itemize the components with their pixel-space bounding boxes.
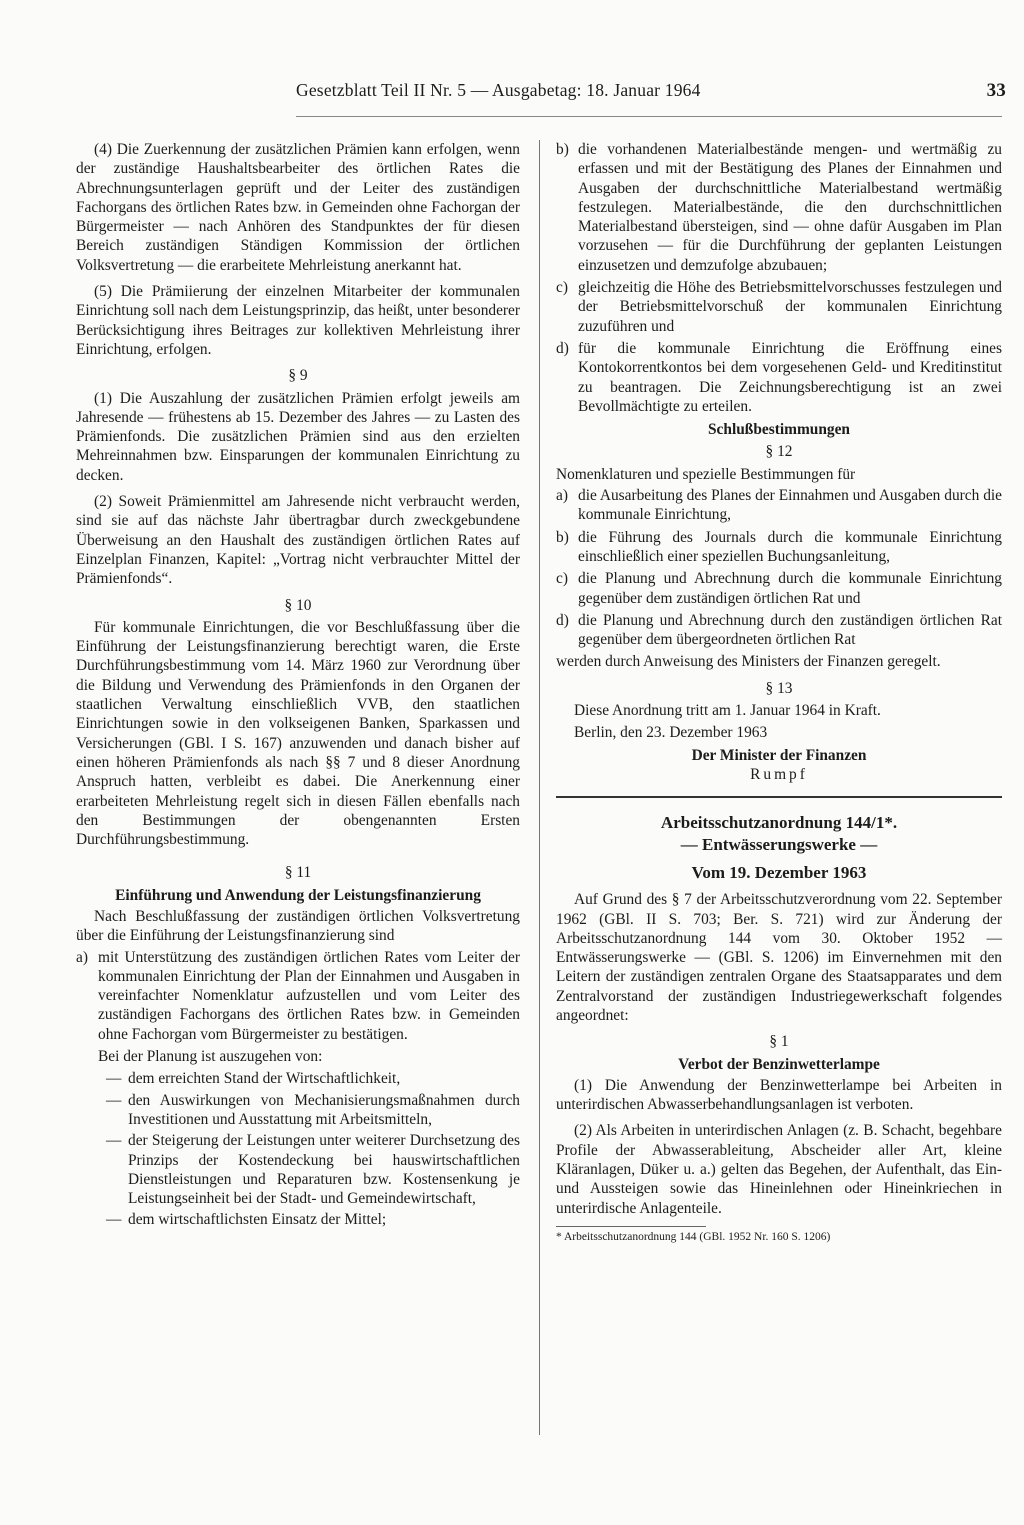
list-text: mit Unterstützung des zuständigen örtlichen Rates vom Leiter der kommunalen Einrichtung der Plan der Einnahmen und Ausgaben in vereinfachter Nomenklatur aufzustellen und vom Leiter des zuständigen Fachorgans des örtlichen Rates bzw. in Gemeinden ohne Fachorgan vom Bürgermeister zu bestätigen.	[98, 948, 520, 1043]
page-number: 33	[986, 80, 1006, 101]
list-item-c	[556, 569, 1002, 608]
section-11-intro: Nach Beschlußfassung der zuständigen örtlichen Volksvertretung über die Einführung der Leistungsfinanzierung sind	[76, 907, 520, 945]
section-12-outro: werden durch Anweisung des Ministers der Finanzen geregelt.	[556, 653, 941, 671]
list-text: die Planung und Abrechnung durch die kommunale Einrichtung gegenüber dem zuständigen örtlichen Rat und	[578, 570, 1002, 607]
dash-item	[76, 1131, 520, 1208]
section-9-heading: § 9	[288, 367, 308, 385]
header-rule	[296, 116, 1002, 117]
right-column	[556, 140, 1002, 1244]
section-12-intro: Nomenklaturen und spezielle Bestimmungen für	[556, 465, 856, 483]
list-item-a	[556, 486, 1002, 525]
section-11-title: Einführung und Anwendung der Leistungsfinanzierung	[115, 886, 481, 904]
dash-label: —	[106, 1091, 122, 1109]
list-item-b	[556, 528, 1002, 567]
left-column	[76, 140, 520, 1232]
place-date: Berlin, den 23. Dezember 1963	[574, 724, 768, 742]
list-text: für die kommunale Einrichtung die Eröffnung eines Kontokorrentkontos bei dem vorgesehenen Geld- und Kreditinstitut zu beantragen. Die Zeichnungsberechtigung ist an zwei Bevollmächtigte zu erteilen.	[578, 339, 1002, 415]
footnote: * Arbeitsschutzanordnung 144 (GBl. 1952 Nr. 160 S. 1206)	[556, 1230, 831, 1243]
ordinance-intro: Auf Grund des § 7 der Arbeitsschutzverordnung vom 22. September 1962 (GBl. II S. 703; Ber. S. 721) wird zur Änderung der Arbeitsschutzanordnung 144 vom 30. Oktober 1952 — Entwässerungswerke — (GBl. S. 1206) im Einvernehmen mit den Leitern der zuständigen zentralen Organe des Staatsapparates und dem Zentralvorstand der zuständigen Industriegewerkschaft folgendes angeordnet:	[556, 891, 1002, 1024]
ordinance-subtitle: — Entwässerungswerke —	[680, 835, 878, 855]
list-label: a)	[556, 487, 568, 505]
list-item-d	[556, 339, 1002, 416]
list-item-c	[556, 278, 1002, 336]
dash-item	[76, 1210, 520, 1229]
dash-label: —	[106, 1211, 122, 1229]
list-text: die Planung und Abrechnung durch den zuständigen örtlichen Rat gegenüber dem übergeordneten örtlichen Rat	[578, 611, 1002, 649]
paragraph-1-2: (2) Als Arbeiten in unterirdischen Anlagen (z. B. Schacht, begehbare Profile der Abwasserableitung, Abscheider aller Art, kleine Kläranlagen, Düker u. a.) gelten das Begehen, der Aufenthalt, das Ein- und Aussteigen sowie das Hineinlehnen oder Hineinkriechen in unterirdische Anlagenteile.	[556, 1122, 1002, 1217]
dash-label: —	[106, 1070, 122, 1088]
footnote-rule	[556, 1226, 706, 1227]
gazette-title: Gesetzblatt Teil II Nr. 5 — Ausgabetag: 18. Januar 1964	[296, 80, 701, 100]
list-text: die Ausarbeitung des Planes der Einnahmen und Ausgaben durch die kommunale Einrichtung,	[578, 487, 1002, 524]
list-label: c)	[556, 570, 568, 588]
list-label: b)	[556, 141, 569, 158]
page-header	[296, 80, 1006, 108]
section-separator	[556, 796, 1002, 798]
ordinance-date: Vom 19. Dezember 1963	[691, 863, 867, 883]
section-13-text: Diese Anordnung tritt am 1. Januar 1964 in Kraft.	[574, 702, 881, 720]
paragraph-9-1: (1) Die Auszahlung der zusätzlichen Prämien erfolgt jeweils am Jahresende — frühestens ab 15. Dezember des Jahres — zu Lasten des Prämienfonds. Die zusätzlichen Prämien sind aus den erzielten Mehreinnahmen bzw. Einsparungen der kommunalen Einrichtung zu decken.	[76, 389, 520, 484]
paragraph-10: Für kommunale Einrichtungen, die vor Beschlußfassung über die Einführung der Leistungsfinanzierung berechtigt waren, die Erste Durchführungsbestimmung vom 14. März 1960 zur Verordnung über die Bildung und Verwendung des Prämienfonds in den Organen der staatlichen Verwaltung einschließlich VVB, den staatlichen Einrichtungen sowie in den volkseigenen Banken, Sparkassen und Versicherungen (GBl. I S. 167) anzuwenden und danach bisher auf einen höheren Prämienfonds als nach §§ 7 und 8 dieser Anordnung Anspruch hatten, verbleibt es dabei. Die Anerkennung einer erarbeiteten Mehrleistung regelt sich in diesen Fällen ebenfalls nach den Bestimmungen der obengenannten Ersten Durchführungsbestimmung.	[76, 618, 520, 849]
signatory-title: Der Minister der Finanzen	[691, 746, 867, 764]
paragraph-9-2: (2) Soweit Prämienmittel am Jahresende nicht verbraucht werden, sind sie auf das nächste Jahr übertragbar durch zweckgebundene Überweisung an den Haushalt des zuständigen örtlichen Rates auf Einzelplan Finanzen, Kapitel: „Vortrag nicht verbrauchter Mittel der Prämienfonds“.	[76, 493, 520, 588]
section-10-heading: § 10	[284, 596, 312, 614]
list-item-b	[556, 140, 1002, 275]
column-divider	[539, 140, 540, 1435]
list-label: c)	[556, 279, 568, 297]
dash-item	[76, 1091, 520, 1130]
paragraph-1-1: (1) Die Anwendung der Benzinwetterlampe bei Arbeiten in unterirdischen Abwasserbehandlungsanlagen ist verboten.	[556, 1076, 1002, 1114]
section-11-heading: § 11	[284, 864, 312, 882]
dash-text: den Auswirkungen von Mechanisierungsmaßnahmen durch Investitionen und Ausstattung mit Arbeitsmitteln,	[128, 1091, 520, 1128]
ordinance-title: Arbeitsschutzanordnung 144/1*.	[660, 813, 898, 833]
dash-label: —	[106, 1132, 122, 1150]
section-1-heading: § 1	[769, 1033, 789, 1051]
section-13-heading: § 13	[765, 679, 793, 697]
list-item-a	[76, 948, 520, 1044]
section-12-heading: § 12	[765, 443, 793, 461]
dash-text: dem erreichten Stand der Wirtschaftlichkeit,	[128, 1070, 401, 1088]
paragraph-8-4: (4) Die Zuerkennung der zusätzlichen Prämien kann erfolgen, wenn der zuständige Haushaltsbearbeiter des örtlichen Rates die Abrechnungsunterlagen geprüft und der Leiter des zuständigen Fachorgans des örtlichen Rates bzw. in Gemeinden ohne Fachorgan der Bürgermeister — nach Anhören des Standpunktes der für diesen Bereich zuständigen Ständigen Kommission der örtlichen Volksvertretung — die erarbeitete Mehrleistung anerkannt hat.	[76, 141, 520, 274]
paragraph-8-5: (5) Die Prämiierung der einzelnen Mitarbeiter der kommunalen Einrichtung soll nach dem Leistungsprinzip, das heißt, unter besonderer Berücksichtigung ihres Beitrages zur kollektiven Mehrleistung ihrer Einrichtung, erfolgen.	[76, 283, 520, 358]
list-label: a)	[76, 948, 88, 966]
section-1-title: Verbot der Benzinwetterlampe	[678, 1055, 880, 1073]
list-label: d)	[556, 611, 569, 629]
list-text: die Führung des Journals durch die kommunale Einrichtung einschließlich einer speziellen Buchungsanleitung,	[578, 528, 1002, 565]
list-text: gleichzeitig die Höhe des Betriebsmittelvorschusses festzulegen und der Betriebsmittelvorschuß der kommunalen Einrichtung zuzuführen und	[578, 279, 1002, 335]
list-label: b)	[556, 528, 569, 546]
list-label: d)	[556, 339, 569, 357]
final-provisions-title: Schlußbestimmungen	[708, 421, 850, 439]
dash-item	[76, 1069, 520, 1088]
dash-text: der Steigerung der Leistungen unter weiterer Durchsetzung des Prinzips der Kostendeckung bei hauswirtschaftlichen Dienstleistungen und Reparaturen bzw. Kostensenkung je Leistungseinheit bei der Stadt- und Gemeindewirtschaft,	[128, 1132, 520, 1208]
planning-intro: Bei der Planung ist auszugehen von:	[98, 1048, 323, 1066]
list-text: die vorhandenen Materialbestände mengen- und wertmäßig zu erfassen und mit der Bestätigung des Planes der Einnahmen und Ausgaben der durchschnittliche Materialbestand wertmäßig festzulegen. Materialbestände, die den durchschnittlichen Materialbestand übersteigen, sind — ohne dafür Ausgaben im Plan vorzusehen — für die Durchführung der geplanten Leistungen einzusetzen und demzufolge abzubauen;	[578, 141, 1002, 274]
signatory-name: Rumpf	[750, 765, 808, 783]
dash-text: dem wirtschaftlichsten Einsatz der Mittel;	[128, 1211, 387, 1229]
list-item-d	[556, 611, 1002, 650]
